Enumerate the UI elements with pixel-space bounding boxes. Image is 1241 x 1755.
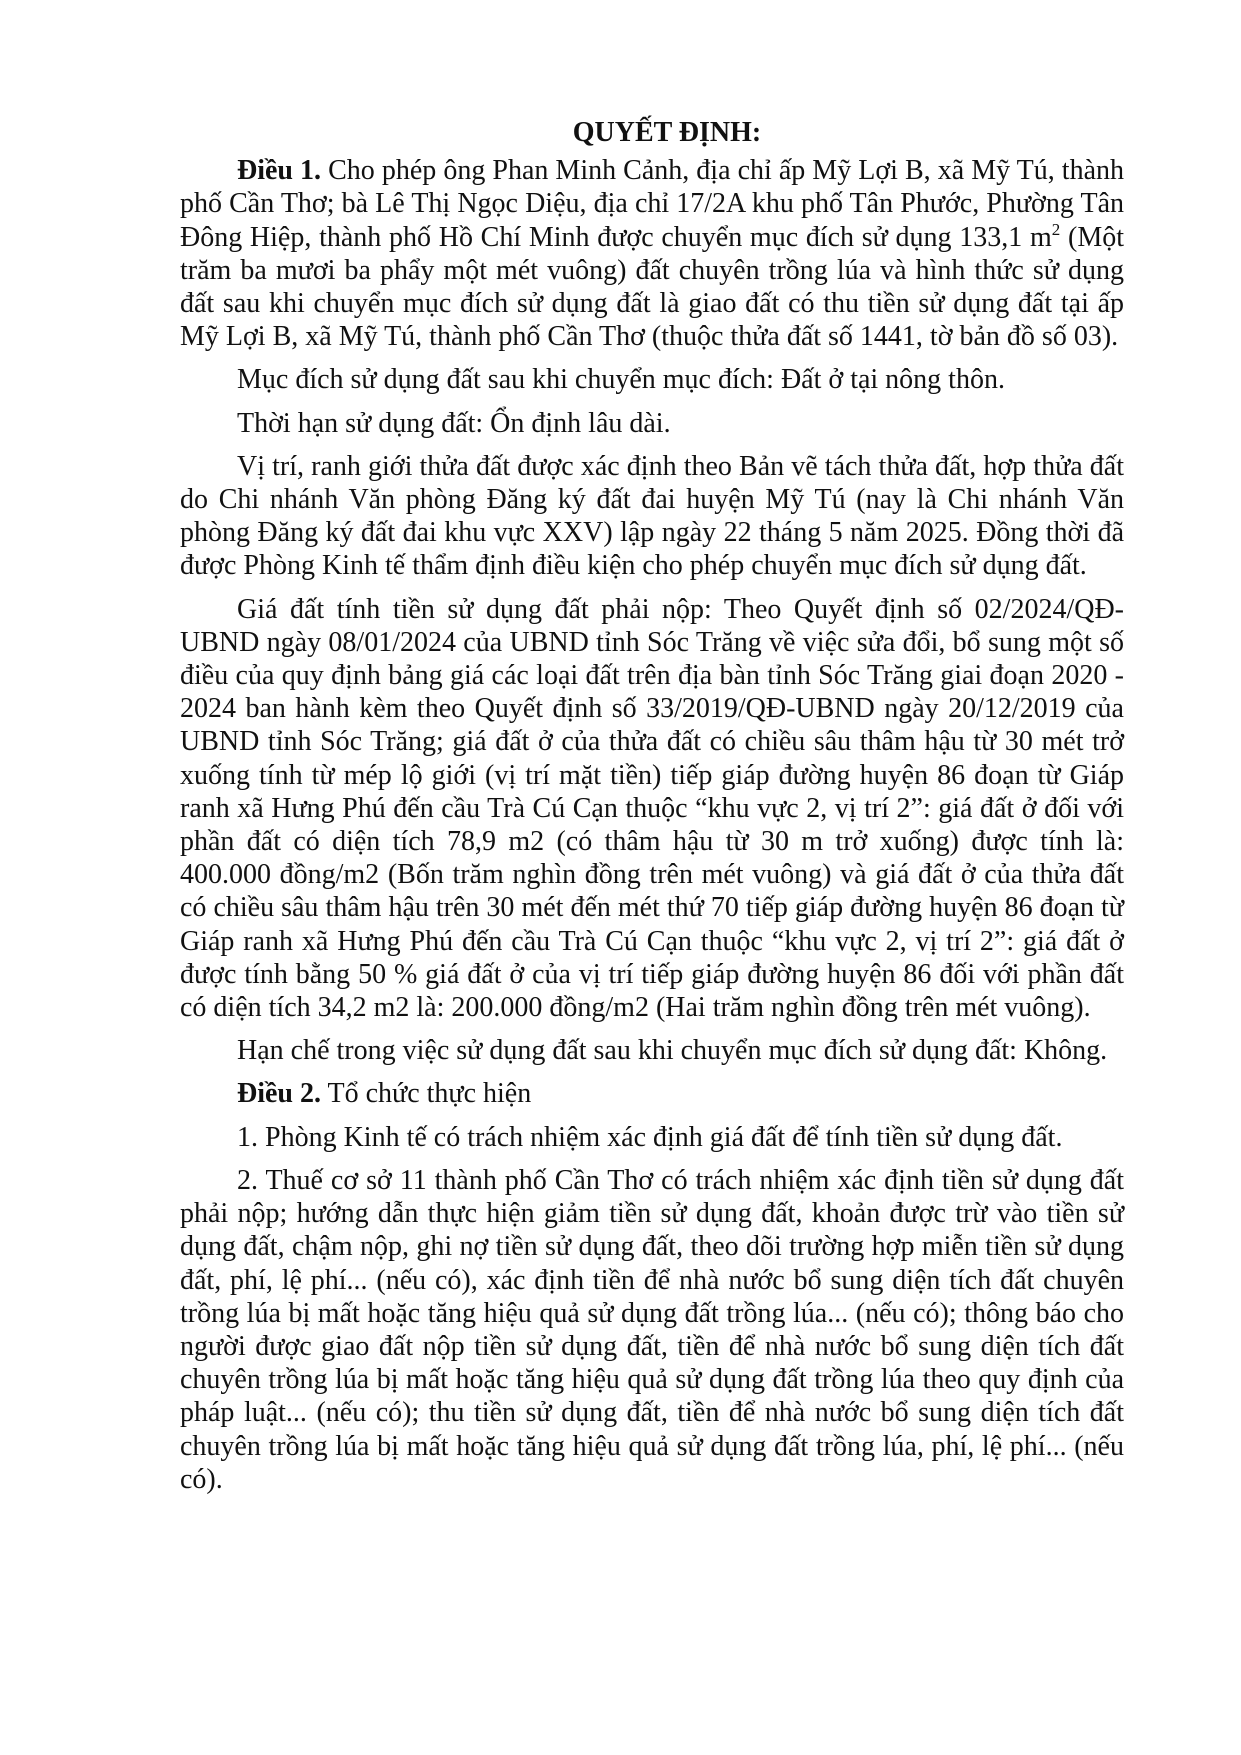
decision-title: QUYẾT ĐỊNH: <box>572 117 762 148</box>
article-2-text: Tổ chức thực hiện <box>321 1078 532 1110</box>
parcel-location: Vị trí, ranh giới thửa đất được xác định theo Bản vẽ tách thửa đất, hợp thửa đất do Chi nhánh Văn phòng Đăng ký đất đai huyện Mỹ Tú (nay là Chi nhánh Văn phòng Đăng ký đất đai khu vực XXV) lập ngày 22 tháng 5 năm 2025. Đồng thời đã được Phòng Kinh tế thẩm định điều kiện cho phép chuyển mục đích sử dụng đất. <box>180 450 1124 582</box>
article-2-item-1: 1. Phòng Kinh tế có trách nhiệm xác định giá đất để tính tiền sử dụng đất. <box>237 1121 1063 1153</box>
land-price: Giá đất tính tiền sử dụng đất phải nộp: Theo Quyết định số 02/2024/QĐ-UBND ngày 08/01/2024 của UBND tỉnh Sóc Trăng về việc sửa đổi, bổ sung một số điều của quy định bảng giá các loại đất trên địa bàn tỉnh Sóc Trăng giai đoạn 2020 - 2024 ban hành kèm theo Quyết định số 33/2019/QĐ-UBND ngày 20/12/2019 của UBND tỉnh Sóc Trăng; giá đất ở của thửa đất có chiều sâu thâm hậu từ 30 mét trở xuống tính từ mép lộ giới (vị trí mặt tiền) tiếp giáp đường huyện 86 đoạn từ Giáp ranh xã Hưng Phú đến cầu Trà Cú Cạn thuộc “khu vực 2, vị trí 2”: giá đất ở đối với phần đất có diện tích 78,9 m2 (có thâm hậu từ 30 m trở xuống) được tính là: 400.000 đồng/m2 (Bốn trăm nghìn đồng trên mét vuông) và giá đất ở của thửa đất có chiều sâu thâm hậu trên 30 mét đến mét thứ 70 tiếp giáp đường huyện 86 đoạn từ Giáp ranh xã Hưng Phú đến cầu Trà Cú Cạn thuộc “khu vực 2, vị trí 2”: giá đất ở được tính bằng 50 % giá đất ở của vị trí tiếp giáp đường huyện 86 đối với phần đất có diện tích 34,2 m2 là: 200.000 đồng/m2 (Hai trăm nghìn đồng trên mét vuông). <box>180 593 1124 1024</box>
document-page <box>180 116 1124 1506</box>
article-1-text-part1: Cho phép ông Phan Minh Cảnh, địa chỉ ấp Mỹ Lợi B, xã Mỹ Tú, thành phố Cần Thơ; bà Lê Thị Ngọc Diệu, địa chỉ 17/2A khu phố Tân Phước, Phường Tân Đông Hiệp, thành phố Hồ Chí Minh được chuyển mục đích sử dụng 133,1 m <box>180 155 1125 253</box>
area-unit-superscript: 2 <box>1051 219 1061 239</box>
article-1-label: Điều 1. <box>237 155 322 187</box>
land-use-purpose: Mục đích sử dụng đất sau khi chuyển mục đích: Đất ở tại nông thôn. <box>237 364 1005 396</box>
article-2-heading <box>180 1077 1124 1110</box>
land-use-term: Thời hạn sử dụng đất: Ổn định lâu dài. <box>237 407 671 439</box>
article-1-paragraph <box>180 154 1124 353</box>
article-1-text-part2: (Một trăm ba mươi ba phẩy một mét vuông) đất chuyên trồng lúa và hình thức sử dụng đất sau khi chuyển mục đích sử dụng đất là giao đất có thu tiền sử dụng đất tại ấp Mỹ Lợi B, xã Mỹ Tú, thành phố Cần Thơ (thuộc thửa đất số 1441, tờ bản đồ số 03). <box>180 221 1124 353</box>
land-use-restriction: Hạn chế trong việc sử dụng đất sau khi chuyển mục đích sử dụng đất: Không. <box>237 1035 1108 1067</box>
article-2-item-2: 2. Thuế cơ sở 11 thành phố Cần Thơ có trách nhiệm xác định tiền sử dụng đất phải nộp; hướng dẫn thực hiện giảm tiền sử dụng đất, khoản được trừ vào tiền sử dụng đất, chậm nộp, ghi nợ tiền sử dụng đất, theo dõi trường hợp miễn tiền sử dụng đất, phí, lệ phí... (nếu có), xác định tiền để nhà nước bổ sung diện tích đất chuyên trồng lúa bị mất hoặc tăng hiệu quả sử dụng đất trồng lúa... (nếu có); thông báo cho người được giao đất nộp tiền sử dụng đất, tiền để nhà nước bổ sung diện tích đất chuyên trồng lúa bị mất hoặc tăng hiệu quả sử dụng đất trồng lúa theo quy định của pháp luật... (nếu có); thu tiền sử dụng đất, tiền để nhà nước bổ sung diện tích đất chuyên trồng lúa bị mất hoặc tăng hiệu quả sử dụng đất trồng lúa, phí, lệ phí... (nếu có). <box>180 1164 1124 1495</box>
article-2-label: Điều 2. <box>237 1078 321 1110</box>
